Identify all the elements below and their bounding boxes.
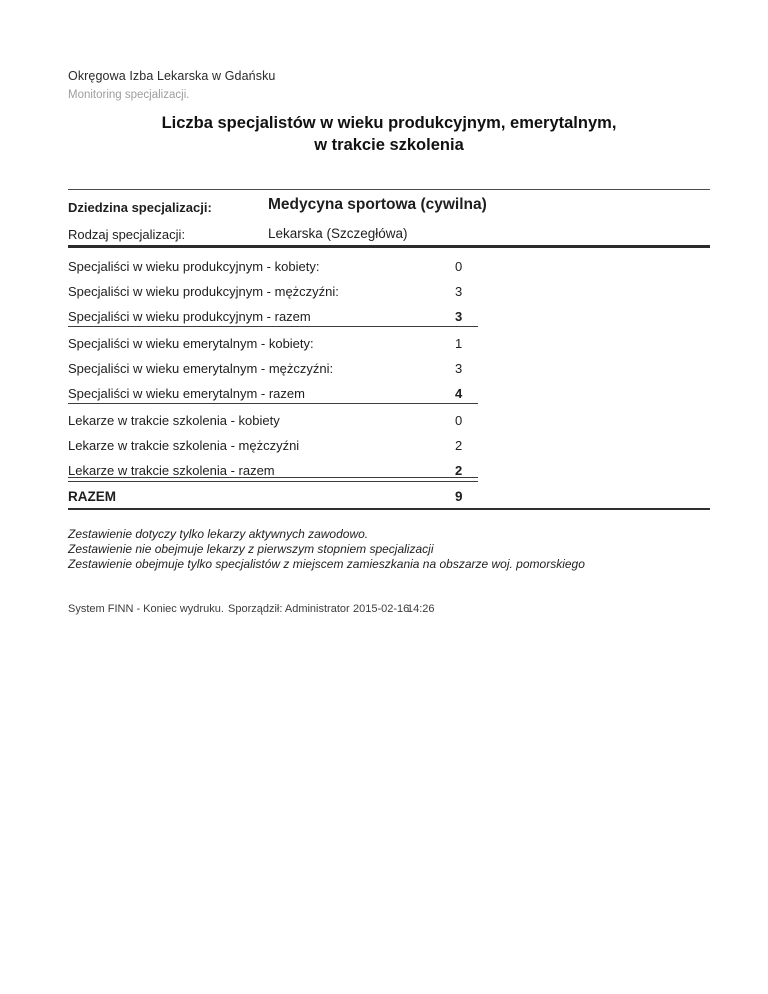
divider-bottom xyxy=(68,508,710,510)
divider-header xyxy=(68,245,710,248)
divider-group1 xyxy=(68,326,478,327)
footer-system-text: System FINN - Koniec wydruku. xyxy=(68,603,224,615)
table-row-label: Specjaliści w wieku emerytalnym - razem xyxy=(68,386,305,401)
footer-date: 2015-02-16 xyxy=(353,603,410,615)
table-row-label: Specjaliści w wieku produkcyjnym - kobiety: xyxy=(68,259,320,274)
specialization-type-value: Lekarska (Szczegłówa) xyxy=(268,226,408,241)
total-label: RAZEM xyxy=(68,489,116,504)
report-title-line2: w trakcie szkolenia xyxy=(314,136,464,154)
table-row-value: 0 xyxy=(455,413,463,428)
table-row-label: Lekarze w trakcie szkolenia - mężczyźni xyxy=(68,438,300,453)
footer-prepared-by: Sporządził: Administrator xyxy=(228,603,350,615)
table-row-value: 3 xyxy=(455,361,463,376)
table-row-value: 3 xyxy=(455,284,463,299)
org-name: Okręgowa Izba Lekarska w Gdańsku xyxy=(68,69,276,83)
monitoring-subtitle: Monitoring specjalizacji. xyxy=(68,89,190,101)
report-title xyxy=(68,112,710,156)
divider-top xyxy=(68,189,710,190)
divider-double xyxy=(68,477,478,482)
total-value: 9 xyxy=(455,489,463,504)
table-row-value: 2 xyxy=(455,438,463,453)
footer-time: 14:26 xyxy=(407,603,435,615)
table-row-value: 0 xyxy=(455,259,463,274)
table-row-value: 4 xyxy=(455,386,463,401)
specialization-type-label: Rodzaj specjalizacji: xyxy=(68,227,186,242)
footnote-line: Zestawienie dotyczy tylko lekarzy aktywnych zawodowo. xyxy=(68,527,369,541)
table-row-label: Specjaliści w wieku emerytalnym - mężczyźni: xyxy=(68,361,334,376)
divider-group2 xyxy=(68,403,478,404)
table-row-value: 1 xyxy=(455,336,463,351)
specialization-field-value: Medycyna sportowa (cywilna) xyxy=(268,196,487,213)
specialization-field-label: Dziedzina specjalizacji: xyxy=(68,200,212,215)
table-row-value: 2 xyxy=(455,463,463,478)
footnote-line: Zestawienie nie obejmuje lekarzy z pierwszym stopniem specjalizacji xyxy=(68,542,434,556)
table-row-label: Specjaliści w wieku produkcyjnym - mężczyźni: xyxy=(68,284,339,299)
footnote-line: Zestawienie obejmuje tylko specjalistów z miejscem zamieszkania na obszarze woj. pomorskiego xyxy=(68,557,585,571)
footnotes xyxy=(68,527,728,572)
table-row-label: Specjaliści w wieku emerytalnym - kobiety: xyxy=(68,336,314,351)
table-row-label: Specjaliści w wieku produkcyjnym - razem xyxy=(68,309,311,324)
table-row-label: Lekarze w trakcie szkolenia - razem xyxy=(68,463,275,478)
table-row-label: Lekarze w trakcie szkolenia - kobiety xyxy=(68,413,280,428)
table-row-value: 3 xyxy=(455,309,463,324)
report-title-line1: Liczba specjalistów w wieku produkcyjnym, emerytalnym, xyxy=(161,114,617,132)
